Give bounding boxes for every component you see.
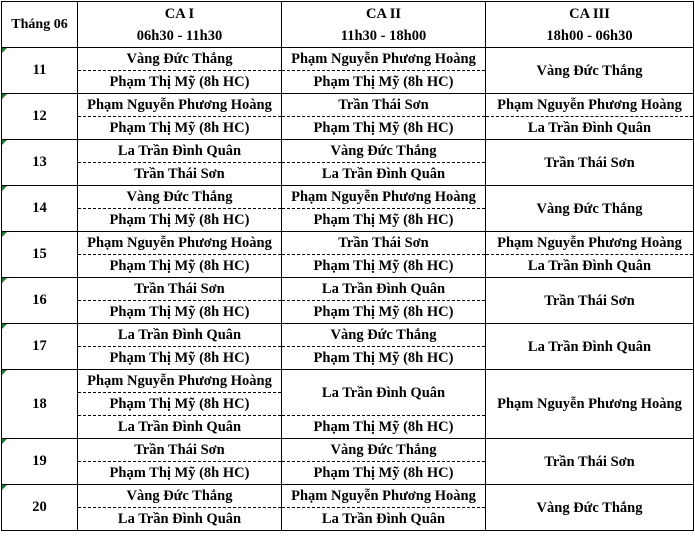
shift-3-assignee: Trần Thái Sơn (486, 278, 694, 324)
shift-3-assignee: La Trần Đình Quân (486, 324, 694, 370)
table-row (2, 186, 694, 209)
shift-1-assignee: Phạm Nguyễn Phương Hoàng (78, 94, 282, 117)
shift-1-assignee: Vàng Đức Thắng (78, 186, 282, 209)
shift-3-assignee: Phạm Nguyễn Phương Hoàng (486, 232, 694, 255)
shift-2-assignee: Vàng Đức Thắng (282, 439, 486, 462)
shift-2-assignee: Phạm Thị Mỹ (8h HC) (282, 71, 486, 94)
shift-time: 11h30 - 18h00 (340, 27, 427, 44)
shift-2-assignee: Phạm Thị Mỹ (8h HC) (282, 255, 486, 278)
day-cell: 20 (2, 485, 78, 531)
shift-3-assignee: Trần Thái Sơn (486, 140, 694, 186)
shift-2-assignee: Phạm Thị Mỹ (8h HC) (282, 209, 486, 232)
day-cell: 12 (2, 94, 78, 140)
shift-2-assignee: Phạm Nguyễn Phương Hoàng (282, 48, 486, 71)
shift-2-assignee: La Trần Đình Quân (282, 163, 486, 186)
table-row (2, 278, 694, 301)
shift-1-assignee: La Trần Đình Quân (78, 324, 282, 347)
shift-1-assignee: Phạm Thị Mỹ (8h HC) (78, 347, 282, 370)
schedule-body (2, 48, 694, 531)
shift-1-assignee: La Trần Đình Quân (78, 140, 282, 163)
day-cell: 11 (2, 48, 78, 94)
shift-2-assignee: Phạm Thị Mỹ (8h HC) (282, 117, 486, 140)
shift-schedule-table (1, 1, 694, 531)
day-cell: 15 (2, 232, 78, 278)
shift-1-assignee: Trần Thái Sơn (78, 163, 282, 186)
day-cell: 16 (2, 278, 78, 324)
shift-1-assignee: Phạm Thị Mỹ (8h HC) (78, 393, 282, 416)
shift-2-assignee: Phạm Nguyễn Phương Hoàng (282, 485, 486, 508)
shift-2-assignee: Phạm Thị Mỹ (8h HC) (282, 462, 486, 485)
table-row (2, 439, 694, 462)
day-cell: 18 (2, 370, 78, 439)
table-row (2, 370, 694, 393)
shift-1-assignee: La Trần Đình Quân (78, 416, 282, 439)
shift-2-assignee: Phạm Nguyễn Phương Hoàng (282, 186, 486, 209)
table-row (2, 324, 694, 347)
table-row (2, 94, 694, 117)
month-header: Tháng 06 (2, 2, 78, 48)
shift-2-assignee: La Trần Đình Quân (282, 278, 486, 301)
table-row (2, 485, 694, 508)
shift-3-assignee: La Trần Đình Quân (486, 255, 694, 278)
shift-header-ca3 (486, 2, 694, 48)
header-row (2, 2, 694, 48)
shift-1-assignee: Phạm Thị Mỹ (8h HC) (78, 255, 282, 278)
shift-3-assignee: Trần Thái Sơn (486, 439, 694, 485)
shift-header-ca2 (282, 2, 486, 48)
shift-2-assignee: La Trần Đình Quân (282, 370, 486, 416)
shift-1-assignee: Phạm Nguyễn Phương Hoàng (78, 232, 282, 255)
shift-3-assignee: La Trần Đình Quân (486, 117, 694, 140)
day-cell: 19 (2, 439, 78, 485)
shift-time: 18h00 - 06h30 (546, 27, 633, 44)
shift-1-assignee: Phạm Thị Mỹ (8h HC) (78, 301, 282, 324)
shift-1-assignee: Vàng Đức Thắng (78, 485, 282, 508)
shift-2-assignee: Trần Thái Sơn (282, 232, 486, 255)
shift-2-assignee: Phạm Thị Mỹ (8h HC) (282, 301, 486, 324)
shift-3-assignee: Phạm Nguyễn Phương Hoàng (486, 370, 694, 439)
shift-1-assignee: Trần Thái Sơn (78, 278, 282, 301)
table-row (2, 232, 694, 255)
shift-name: CA II (365, 5, 402, 22)
shift-name: CA III (569, 5, 610, 22)
day-cell: 13 (2, 140, 78, 186)
table-row (2, 117, 694, 140)
table-row (2, 255, 694, 278)
day-cell: 17 (2, 324, 78, 370)
shift-1-assignee: Phạm Thị Mỹ (8h HC) (78, 209, 282, 232)
shift-2-assignee: Phạm Thị Mỹ (8h HC) (282, 347, 486, 370)
shift-1-assignee: Phạm Thị Mỹ (8h HC) (78, 117, 282, 140)
shift-2-assignee: Vàng Đức Thắng (282, 324, 486, 347)
table-row (2, 140, 694, 163)
day-cell: 14 (2, 186, 78, 232)
shift-2-assignee: Phạm Thị Mỹ (8h HC) (282, 416, 486, 439)
shift-header-ca1 (78, 2, 282, 48)
shift-name: CA I (164, 5, 195, 22)
shift-3-assignee: Phạm Nguyễn Phương Hoàng (486, 94, 694, 117)
shift-3-assignee: Vàng Đức Thắng (486, 485, 694, 531)
shift-3-assignee: Vàng Đức Thắng (486, 186, 694, 232)
shift-2-assignee: Trần Thái Sơn (282, 94, 486, 117)
table-row (2, 48, 694, 71)
shift-3-assignee: Vàng Đức Thắng (486, 48, 694, 94)
shift-1-assignee: Trần Thái Sơn (78, 439, 282, 462)
shift-1-assignee: Vàng Đức Thắng (78, 48, 282, 71)
shift-1-assignee: Phạm Thị Mỹ (8h HC) (78, 462, 282, 485)
shift-1-assignee: La Trần Đình Quân (78, 508, 282, 531)
shift-2-assignee: La Trần Đình Quân (282, 508, 486, 531)
shift-1-assignee: Phạm Thị Mỹ (8h HC) (78, 71, 282, 94)
shift-1-assignee: Phạm Nguyễn Phương Hoàng (78, 370, 282, 393)
shift-2-assignee: Vàng Đức Thắng (282, 140, 486, 163)
shift-time: 06h30 - 11h30 (136, 27, 223, 44)
